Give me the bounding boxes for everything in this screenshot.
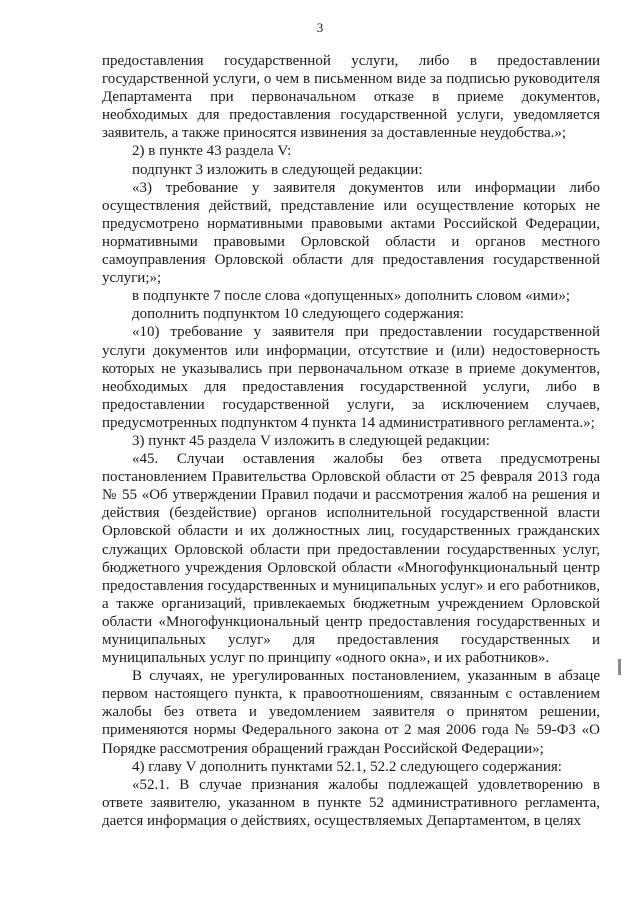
paragraph-point-45: «45. Случаи оставления жалобы без ответа предусмотрены постановлением Правительства Орловской области от 25 февраля 2013 года № 55 «Об утверждении Правил подачи и рассмотрения жалоб на решения и действия (бездействие) органов исполнительной государственной власти Орловской области и их должностных лиц, государственных гражданских служащих Орловской области при предоставлении государственных услуг, бюджетного учреждения Орловской области «Многофункциональный центр предоставления государственных и муниципальных услуг» и его работников, а также организаций, привлекаемых бюджетным учреждением Орловской области «Многофункциональный центр предоставления государственных и муниципальных услуг» для предоставления государственных и муниципальных услуг по принципу «одного окна», и их работников».	[102, 451, 600, 667]
paragraph-item-4: 4) главу V дополнить пунктами 52.1, 52.2 следующего содержания:	[132, 758, 562, 775]
paragraph-point-45-part-2: В случаях, не урегулированных постановлением, указанным в абзаце первом настоящего пункта, к правоотношениям, связанным с оставлением жалобы без ответа и уведомлением заявителя о принятом решении, применяются нормы Федерального закона от 2 мая 2006 года № 59-ФЗ «О Порядке рассмотрения обращений граждан Российской Федерации»;	[102, 668, 600, 757]
paragraph-point-52-1: «52.1. В случае признания жалобы подлежащей удовлетворению в ответе заявителю, указанном в пункте 52 административного регламента, дается информация о действиях, осуществляемых Департаментом, в целях	[102, 776, 600, 829]
document-body	[102, 52, 600, 830]
paragraph-subitem-10-intro: дополнить подпунктом 10 следующего содержания:	[132, 306, 464, 323]
paragraph-item-2: 2) в пункте 43 раздела V:	[132, 143, 292, 160]
paragraph-subitem-7: в подпункте 7 после слова «допущенных» дополнить словом «ими»;	[132, 288, 570, 305]
paragraph-subitem-10-text: «10) требование у заявителя при предоставлении государственной услуги документов или информации, отсутствие и (или) недостоверность которых не указывались при первоначальном отказе в приеме документов, необходимых для предоставления государственной услуги, либо в предоставлении государственной услуги, за исключением случаев, предусмотренных подпунктом 4 пункта 14 административного регламента.»;	[102, 324, 600, 431]
paragraph-subitem-3-text: «3) требование у заявителя документов или информации либо осуществления действий, представление или осуществление которых не предусмотрено нормативными правовыми актами Российской Федерации, нормативными правовыми Орловской области и органов местного самоуправления Орловской области для предоставления государственной услуги;»;	[102, 179, 600, 287]
paragraph-subitem-3-intro: подпункт 3 изложить в следующей редакции:	[132, 161, 423, 178]
margin-scan-mark	[618, 659, 621, 675]
paragraph-item-3: 3) пункт 45 раздела V изложить в следующей редакции:	[132, 432, 490, 449]
paragraph-continuation: предоставления государственной услуги, либо в предоставлении государственной услуги, о чем в письменном виде за подписью руководителя Департамента при первоначальном отказе в приеме документов, необходимых для предоставления государственной услуги, уведомляется заявитель, а также приносятся извинения за доставленные неудобства.»;	[102, 53, 600, 142]
page-number: 3	[316, 20, 324, 35]
